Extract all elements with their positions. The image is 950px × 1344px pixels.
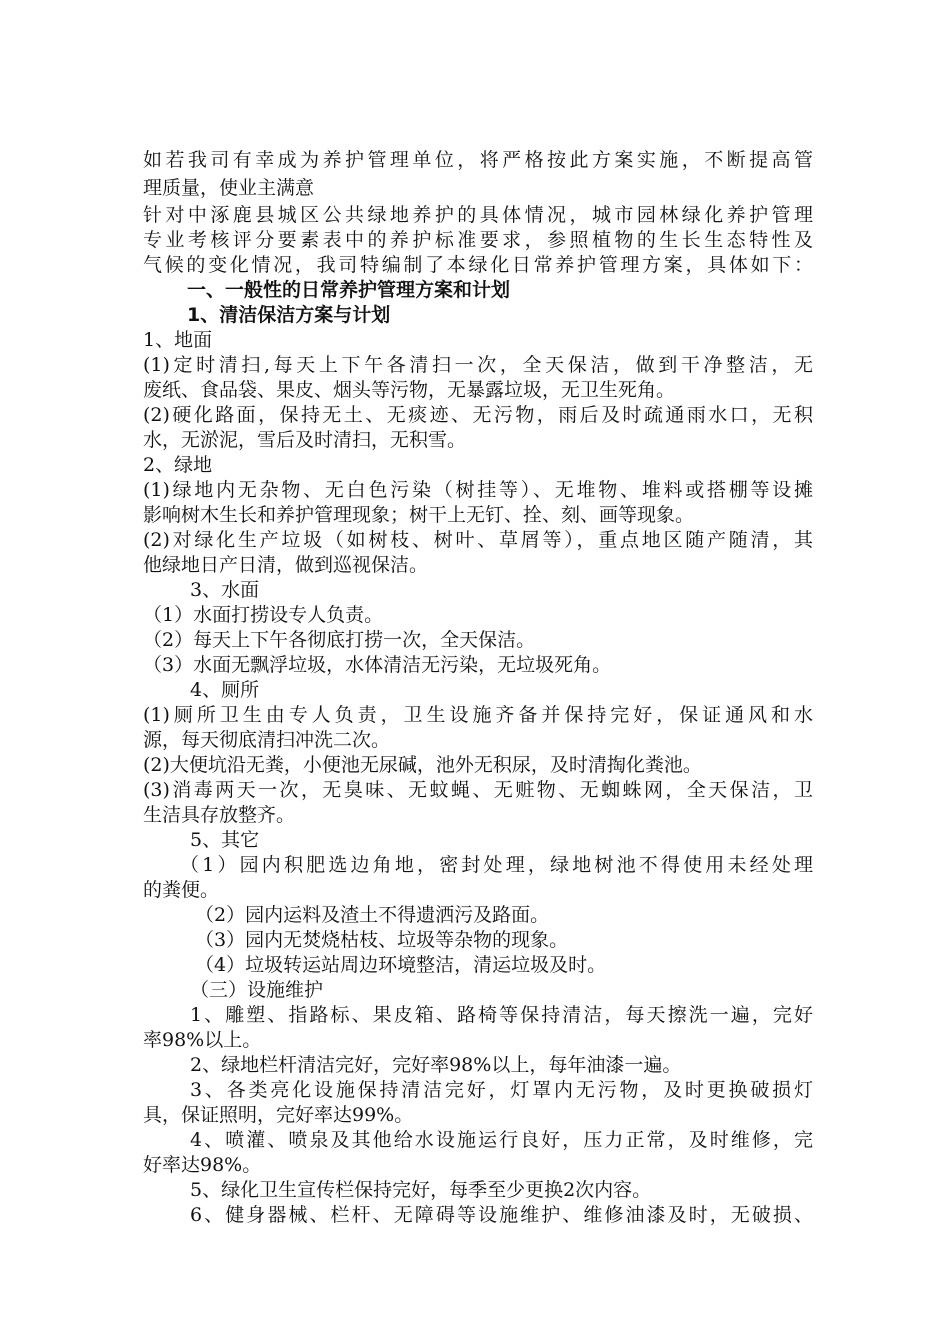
paragraph-line: 废纸、食品袋、果皮、烟头等污物，无暴露垃圾，无卫生死角。 — [143, 379, 676, 401]
paragraph-line: 气候的变化情况，我司特编制了本绿化日常养护管理方案，具体如下： — [143, 254, 813, 276]
paragraph-line: （2）每天上下午各彻底打捞一次，全天保洁。 — [143, 629, 536, 651]
section-heading: （三）设施维护 — [190, 979, 324, 1001]
paragraph-line: 率98%以上。 — [143, 1029, 262, 1051]
paragraph-line: （1）水面打捞设专人负责。 — [143, 604, 384, 626]
item-heading: 5、其它 — [190, 829, 260, 851]
paragraph-line: 的粪便。 — [143, 879, 220, 901]
paragraph-line: 水，无淤泥，雪后及时清扫，无积雪。 — [143, 429, 467, 451]
paragraph-line: 具，保证照明，完好率达99%。 — [143, 1104, 414, 1126]
paragraph-line: (1)绿地内无杂物、无白色污染（树挂等）、无堆物、堆料或搭棚等设摊 — [143, 479, 813, 501]
paragraph-line: （4）垃圾转运站周边环境整洁，清运垃圾及时。 — [195, 954, 607, 976]
paragraph-line: 4、喷灌、喷泉及其他给水设施运行良好，压力正常，及时维修，完 — [190, 1129, 813, 1151]
paragraph-line: (2)对绿化生产垃圾（如树枝、树叶、草屑等），重点地区随产随清，其 — [143, 529, 813, 551]
paragraph-line: 源，每天彻底清扫冲洗二次。 — [143, 729, 391, 751]
paragraph-line: 影响树木生长和养护管理现象；树干上无钉、拴、刻、画等现象。 — [143, 504, 695, 526]
paragraph-line: 生洁具存放整齐。 — [143, 804, 296, 826]
paragraph-line: （2）园内运料及渣土不得遗洒污及路面。 — [195, 904, 550, 926]
paragraph-line: 理质量，使业主满意 — [143, 177, 315, 199]
item-heading: 1、地面 — [143, 329, 213, 351]
paragraph-line: （3）水面无飘浮垃圾，水体清洁无污染，无垃圾死角。 — [143, 654, 612, 676]
paragraph-line: 5、绿化卫生宣传栏保持完好，每季至少更换2次内容。 — [190, 1179, 652, 1201]
item-heading: 2、绿地 — [143, 454, 213, 476]
item-heading: 3、水面 — [190, 579, 260, 601]
paragraph-line: 他绿地日产日清，做到巡视保洁。 — [143, 554, 429, 576]
paragraph-line: (1)厕所卫生由专人负责，卫生设施齐备并保持完好，保证通风和水 — [143, 704, 813, 726]
paragraph-line: （3）园内无焚烧枯枝、垃圾等杂物的现象。 — [195, 929, 569, 951]
paragraph-line: (2)大便坑沿无粪，小便池无尿碱，池外无积尿，及时清掏化粪池。 — [143, 754, 702, 776]
paragraph-line: 专业考核评分要素表中的养护标准要求，参照植物的生长生态特性及 — [143, 229, 813, 251]
paragraph-line: 1、雕塑、指路标、果皮箱、路椅等保持清洁，每天擦洗一遍，完好 — [190, 1004, 813, 1026]
subsection-heading: 1、清洁保洁方案与计划 — [187, 304, 391, 326]
paragraph-line: 如若我司有幸成为养护管理单位，将严格按此方案实施，不断提高管 — [143, 149, 813, 171]
paragraph-line: 好率达98%。 — [143, 1154, 262, 1176]
paragraph-line: 2、绿地栏杆清洁完好，完好率98%以上，每年油漆一遍。 — [190, 1054, 682, 1076]
item-heading: 4、厕所 — [190, 679, 260, 701]
paragraph-line: 针对中涿鹿县城区公共绿地养护的具体情况，城市园林绿化养护管理 — [143, 204, 813, 226]
paragraph-line: （1）园内积肥选边角地，密封处理，绿地树池不得使用未经处理 — [180, 854, 813, 876]
paragraph-line: 6、健身器械、栏杆、无障碍等设施维护、维修油漆及时，无破损、 — [190, 1204, 813, 1226]
paragraph-line: 3、各类亮化设施保持清洁完好，灯罩内无污物，及时更换破损灯 — [190, 1079, 813, 1101]
paragraph-line: (1)定时清扫,每天上下午各清扫一次，全天保洁，做到干净整洁，无 — [143, 354, 813, 376]
section-heading: 一、一般性的日常养护管理方案和计划 — [187, 279, 511, 301]
paragraph-line: (3)消毒两天一次，无臭味、无蚊蝇、无赃物、无蜘蛛网，全天保洁，卫 — [143, 779, 813, 801]
paragraph-line: (2)硬化路面，保持无土、无痰迹、无污物，雨后及时疏通雨水口，无积 — [143, 404, 813, 426]
